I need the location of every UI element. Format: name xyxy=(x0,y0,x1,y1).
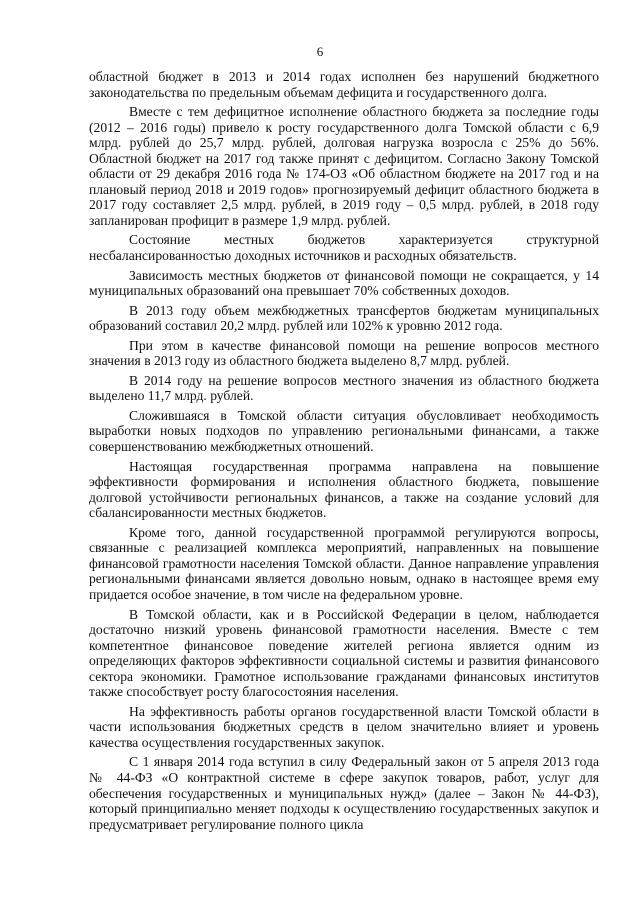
paragraph-financial-literacy: Кроме того, данной государственной программой регулируются вопросы, связанные с реализацией комплекса мероприятий, направленных на повышение финансовой грамотности населения Томской области. Данное направление управления региональными финансами является довольно новым, однако в настоящее время ему придается особое значение, в том числе на федеральном уровне. xyxy=(89,524,599,602)
paragraph-continuation: областной бюджет в 2013 и 2014 годах исполнен без нарушений бюджетного законодательства по предельным объемам дефицита и государственного долга. xyxy=(89,69,599,100)
document-body xyxy=(89,69,599,836)
paragraph-program-goal: Настоящая государственная программа направлена на повышение эффективности формирования и исполнения областного бюджета, повышение долговой устойчивости региональных финансов, а также на создание условий для сбалансированности местных бюджетов. xyxy=(89,458,599,521)
paragraph-debt-growth: Вместе с тем дефицитное исполнение областного бюджета за последние годы (2012 – 2016 годы) привело к росту государственного долга Томской области с 6,9 млрд. рублей до 25,7 млрд. рублей, долговая нагрузка возросла с 25% до 56%. Областной бюджет на 2017 год также принят с дефицитом. Согласно Закону Томской области от 29 декабря 2016 года № 174-ОЗ «Об областном бюджете на 2017 год и на плановый период 2018 и 2019 годов» прогнозируемый дефицит областного бюджета в 2017 году составляет 2,5 млрд. рублей, в 2019 году – 0,5 млрд. рублей, в 2018 году запланирован профицит в размере 1,9 млрд. рублей. xyxy=(89,104,599,228)
paragraph-financial-aid-2013: При этом в качестве финансовой помощи на решение вопросов местного значения в 2013 году из областного бюджета выделено 8,7 млрд. рублей. xyxy=(89,337,599,369)
paragraph-procurement: На эффективность работы органов государственной власти Томской области в части использования бюджетных средств в целом значительно влияет и уровень качества осуществления государственных закупок. xyxy=(89,703,599,750)
paragraph-literacy-level: В Томской области, как и в Российской Федерации в целом, наблюдается достаточно низкий уровень финансовой грамотности населения. Вместе с тем компетентное финансовое поведение жителей региона является одним из определяющих факторов эффективности социальной системы и развития финансового сектора экономики. Грамотное использование гражданами финансовых институтов также способствует росту благосостояния населения. xyxy=(89,606,599,700)
paragraph-financial-aid-2014: В 2014 году на решение вопросов местного значения из областного бюджета выделено 11,7 млрд. рублей. xyxy=(89,372,599,404)
paragraph-situation: Сложившаяся в Томской области ситуация обусловливает необходимость выработки новых подходов по управлению региональными финансами, а также совершенствованию межбюджетных отношений. xyxy=(89,407,599,455)
paragraph-local-budgets-state: Состояние местных бюджетов характеризуется структурной несбалансированностью доходных источников и расходных обязательств. xyxy=(89,232,599,264)
paragraph-federal-law-44: С 1 января 2014 года вступил в силу Федеральный закон от 5 апреля 2013 года № 44-ФЗ «О контрактной системе в сфере закупок товаров, работ, услуг для обеспечения государственных и муниципальных нужд» (далее – Закон № 44-ФЗ), который принципиально меняет подходы к осуществлению государственных закупок и предусматривает регулирование полного цикла xyxy=(89,754,599,832)
page-number: 6 xyxy=(316,44,324,59)
paragraph-financial-dependence: Зависимость местных бюджетов от финансовой помощи не сокращается, у 14 муниципальных образований она превышает 70% собственных доходов. xyxy=(89,267,599,299)
paragraph-transfers-2013: В 2013 году объем межбюджетных трансфертов бюджетам муниципальных образований составил 20,2 млрд. рублей или 102% к уровню 2012 года. xyxy=(89,302,599,334)
